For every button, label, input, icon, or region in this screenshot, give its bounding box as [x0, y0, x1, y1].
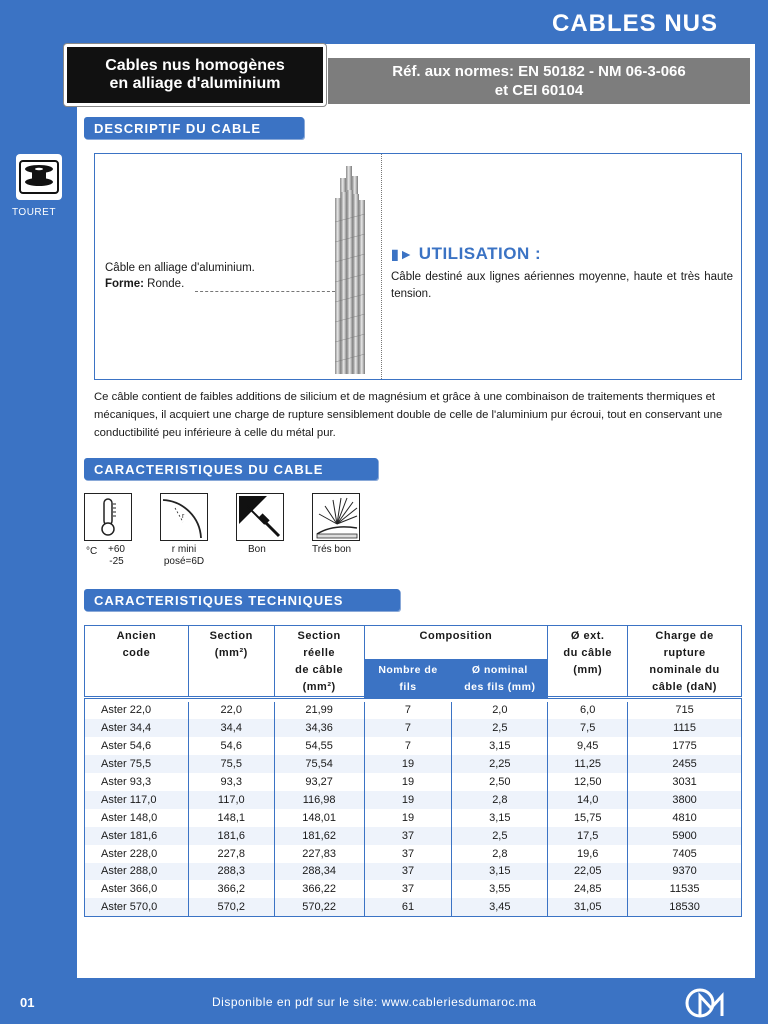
- table-row: [85, 773, 742, 791]
- cable-desc-text: Câble en alliage d'aluminium.: [105, 262, 255, 274]
- table-cell: 2,5: [452, 827, 548, 845]
- table-cell: 31,05: [548, 898, 628, 916]
- table-cell: 227,8: [188, 845, 274, 863]
- table-cell: Aster 181,6: [85, 827, 189, 845]
- hammer-impact-icon: [236, 493, 284, 541]
- table-cell: 3031: [628, 773, 742, 791]
- thermometer-icon: [84, 493, 132, 541]
- norms-line2: et CEI 60104: [494, 82, 584, 99]
- table-cell: 14,0: [548, 791, 628, 809]
- footer-text: Disponible en pdf sur le site: www.cableriesdumaroc.ma: [212, 995, 537, 1009]
- table-cell: 21,99: [274, 702, 364, 720]
- table-cell: 54,6: [188, 737, 274, 755]
- table-row: [85, 809, 742, 827]
- table-cell: 2455: [628, 755, 742, 773]
- tab-caracteristiques-techniques: CARACTERISTIQUES TECHNIQUES: [84, 589, 400, 611]
- table-cell: Aster 22,0: [85, 702, 189, 720]
- table-cell: 288,3: [188, 863, 274, 881]
- table-cell: 116,98: [274, 791, 364, 809]
- header-nominal-fils: Ø nominal des fils (mm): [452, 660, 548, 698]
- bend-radius-line1: r mini: [171, 544, 197, 555]
- table-cell: 37: [364, 827, 452, 845]
- page-title: CABLES NUS: [551, 10, 718, 37]
- table-cell: 227,83: [274, 845, 364, 863]
- leader-line: [195, 291, 335, 292]
- header-section-reelle: Section réelle de câble (mm²): [274, 626, 364, 698]
- product-title-line2: en alliage d'aluminium: [109, 75, 281, 92]
- temperature-max: +60: [108, 544, 125, 555]
- table-cell: 1775: [628, 737, 742, 755]
- table-cell: 93,3: [188, 773, 274, 791]
- table-cell: 4810: [628, 809, 742, 827]
- table-cell: 288,34: [274, 863, 364, 881]
- table-row: [85, 880, 742, 898]
- table-cell: 19,6: [548, 845, 628, 863]
- table-cell: Aster 570,0: [85, 898, 189, 916]
- table-cell: 570,2: [188, 898, 274, 916]
- header-nombre-fils: Nombre de fils: [364, 660, 452, 698]
- temperature-unit: °C: [86, 546, 98, 557]
- description-divider: [381, 154, 382, 379]
- table-cell: 181,62: [274, 827, 364, 845]
- table-cell: 7: [364, 702, 452, 720]
- table-cell: 18530: [628, 898, 742, 916]
- table-cell: 3,15: [452, 863, 548, 881]
- header-diam-ext: Ø ext. du câble (mm): [548, 626, 628, 698]
- cable-reel-icon: [16, 154, 62, 200]
- abrasion-icon: [312, 493, 360, 541]
- table-cell: Aster 366,0: [85, 880, 189, 898]
- table-cell: 2,5: [452, 719, 548, 737]
- table-cell: 19: [364, 755, 452, 773]
- triangle-bullet-icon: ▮►: [391, 246, 414, 262]
- table-cell: 2,0: [452, 702, 548, 720]
- table-cell: 75,54: [274, 755, 364, 773]
- table-cell: 1115: [628, 719, 742, 737]
- table-cell: Aster 54,6: [85, 737, 189, 755]
- table-cell: 34,36: [274, 719, 364, 737]
- table-cell: 715: [628, 702, 742, 720]
- table-cell: 2,25: [452, 755, 548, 773]
- bend-radius-icon: [160, 493, 208, 541]
- touret-label: TOURET: [12, 207, 56, 218]
- bend-radius-label: [156, 544, 212, 568]
- table-row: [85, 863, 742, 881]
- table-cell: Aster 148,0: [85, 809, 189, 827]
- table-cell: 75,5: [188, 755, 274, 773]
- forme-value: Ronde.: [143, 278, 185, 290]
- table-cell: 7405: [628, 845, 742, 863]
- table-row: [85, 898, 742, 916]
- table-cell: 6,0: [548, 702, 628, 720]
- table-row: [85, 702, 742, 720]
- table-cell: Aster 34,4: [85, 719, 189, 737]
- technical-table: [84, 625, 742, 917]
- tab-descriptif: DESCRIPTIF DU CABLE: [84, 117, 304, 139]
- table-cell: 61: [364, 898, 452, 916]
- table-cell: 19: [364, 809, 452, 827]
- abrasion-label: Trés bon: [312, 544, 352, 555]
- impact-label: Bon: [248, 544, 266, 555]
- table-row: [85, 845, 742, 863]
- table-row: [85, 737, 742, 755]
- utilisation-text: Câble destiné aux lignes aériennes moyenne, haute et très haute tension.: [391, 271, 733, 300]
- table-cell: 148,1: [188, 809, 274, 827]
- table-cell: 2,50: [452, 773, 548, 791]
- table-cell: 181,6: [188, 827, 274, 845]
- tab-caracteristiques-cable: CARACTERISTIQUES DU CABLE: [84, 458, 378, 480]
- table-cell: Aster 288,0: [85, 863, 189, 881]
- product-title-line1: Cables nus homogènes: [105, 57, 285, 74]
- bend-radius-line2: posé=6D: [163, 556, 205, 567]
- table-cell: 5900: [628, 827, 742, 845]
- header-composition: Composition: [364, 626, 548, 660]
- page-number: 01: [20, 995, 35, 1010]
- table-cell: 7: [364, 737, 452, 755]
- table-cell: 117,0: [188, 791, 274, 809]
- table-cell: 570,22: [274, 898, 364, 916]
- product-title-box: [64, 44, 326, 106]
- table-cell: 34,4: [188, 719, 274, 737]
- table-cell: 3,15: [452, 809, 548, 827]
- table-cell: 22,0: [188, 702, 274, 720]
- table-cell: Aster 228,0: [85, 845, 189, 863]
- description-box: [94, 153, 742, 380]
- temperature-min: -25: [109, 556, 124, 567]
- table-cell: 37: [364, 880, 452, 898]
- norms-line1: Réf. aux normes: EN 50182 - NM 06-3-066: [392, 63, 686, 80]
- table-cell: 9,45: [548, 737, 628, 755]
- utilisation-title: [391, 244, 541, 264]
- temperature-range: [108, 544, 125, 568]
- table-cell: 11535: [628, 880, 742, 898]
- cm-logo-icon: [684, 986, 734, 1024]
- table-cell: 3,55: [452, 880, 548, 898]
- header-section: Section (mm²): [188, 626, 274, 698]
- radius-symbol: r: [182, 513, 185, 520]
- table-cell: 11,25: [548, 755, 628, 773]
- cable-forme: [105, 276, 255, 292]
- table-cell: 19: [364, 773, 452, 791]
- table-cell: Aster 93,3: [85, 773, 189, 791]
- table-cell: 3800: [628, 791, 742, 809]
- table-cell: 37: [364, 845, 452, 863]
- table-row: [85, 791, 742, 809]
- table-cell: 3,15: [452, 737, 548, 755]
- table-row: [85, 827, 742, 845]
- table-cell: 12,50: [548, 773, 628, 791]
- table-cell: 15,75: [548, 809, 628, 827]
- table-cell: Aster 75,5: [85, 755, 189, 773]
- table-cell: 9370: [628, 863, 742, 881]
- table-cell: 93,27: [274, 773, 364, 791]
- table-cell: 148,01: [274, 809, 364, 827]
- table-cell: 24,85: [548, 880, 628, 898]
- cable-illustration: [327, 162, 377, 374]
- table-cell: 7,5: [548, 719, 628, 737]
- table-cell: 37: [364, 863, 452, 881]
- table-cell: 22,05: [548, 863, 628, 881]
- table-cell: 3,45: [452, 898, 548, 916]
- table-cell: 17,5: [548, 827, 628, 845]
- table-cell: 19: [364, 791, 452, 809]
- table-cell: 54,55: [274, 737, 364, 755]
- table-cell: 366,2: [188, 880, 274, 898]
- table-row: [85, 719, 742, 737]
- table-cell: Aster 117,0: [85, 791, 189, 809]
- description-paragraph: Ce câble contient de faibles additions de silicium et de magnésium et grâce à une combinaison de traitements thermiques et mécaniques, il acquiert une charge de rupture sensiblement double de celle de l'aluminium pur écroui, tout en conservant une conductibilité peu inférieure à celle du métal pur.: [94, 391, 723, 439]
- norms-box: [328, 58, 750, 104]
- cable-description: [105, 260, 255, 292]
- forme-label: Forme:: [105, 278, 144, 290]
- table-cell: 7: [364, 719, 452, 737]
- table-cell: 366,22: [274, 880, 364, 898]
- table-cell: 2,8: [452, 845, 548, 863]
- utilisation-title-text: UTILISATION :: [418, 244, 542, 263]
- header-charge-rupture: Charge de rupture nominale du câble (daN): [628, 626, 742, 698]
- header-ancien-code: Ancien code: [85, 626, 189, 698]
- table-cell: 2,8: [452, 791, 548, 809]
- table-row: [85, 755, 742, 773]
